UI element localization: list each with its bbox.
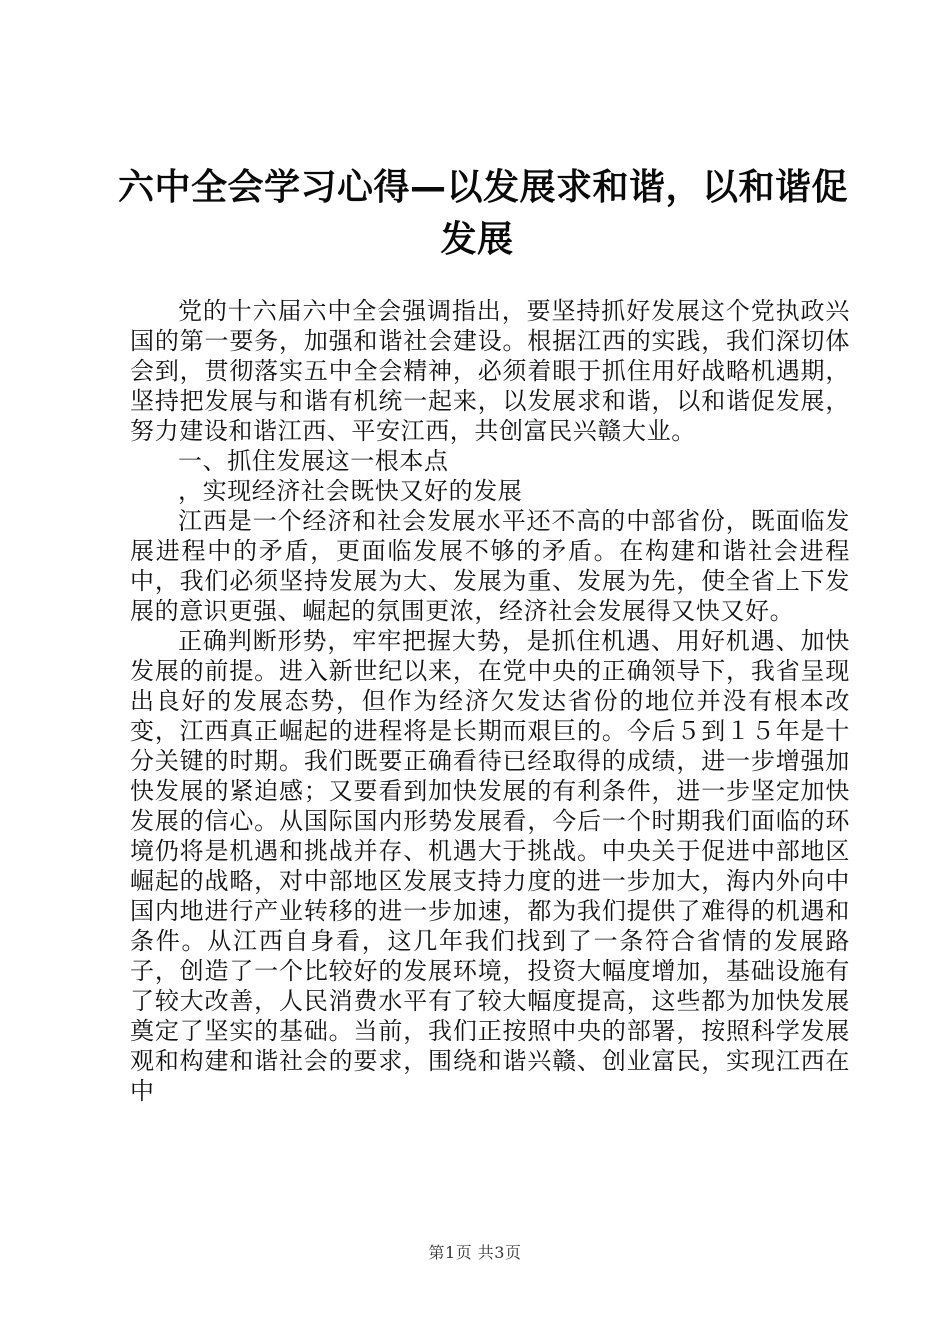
document-title [118, 162, 849, 266]
paragraph-jiangxi: 江西是一个经济和社会发展水平还不高的中部省份，既面临发展进程中的矛盾，更面临发展不够的矛盾。在构建和谐社会进程中，我们必须坚持发展为大、发展为重、发展为先，使全省上下发展的意识更强、崛起的氛围更浓，经济社会发展得又快又好。 [130, 507, 850, 625]
page-indicator: 第1页 共3页 [428, 1243, 522, 1262]
document-body [130, 296, 850, 1106]
section-heading-1-continuation: ，实现经济社会既快又好的发展 [178, 477, 523, 505]
section-heading-1: 一、抓住发展这一根本点 [178, 447, 449, 475]
paragraph-situation: 正确判断形势，牢牢把握大势，是抓住机遇、用好机遇、加快发展的前提。进入新世纪以来，在党中央的正确领导下，我省呈现出良好的发展态势，但作为经济欠发达省份的地位并没有根本改变，江西真正崛起的进程将是长期而艰巨的。今后５到１５年是十分关键的时期。我们既要正确看待已经取得的成绩，进一步增强加快发展的紧迫感；又要看到加快发展的有利条件，进一步坚定加快发展的信心。从国际国内形势发展看，今后一个时期我们面临的环境仍将是机遇和挑战并存、机遇大于挑战。中央关于促进中部地区崛起的战略，对中部地区发展支持力度的进一步加大，海内外向中国内地进行产业转移的进一步加速，都为我们提供了难得的机遇和条件。从江西自身看，这几年我们找到了一条符合省情的发展路子，创造了一个比较好的发展环境，投资大幅度增加，基础设施有了较大改善，人民消费水平有了较大幅度提高，这些都为加快发展奠定了坚实的基础。当前，我们正按照中央的部署，按照科学发展观和构建和谐社会的要求，围绕和谐兴赣、创业富民，实现江西在中 [130, 627, 850, 1105]
title-line-1: 六中全会学习心得—以发展求和谐，以和谐促 [118, 167, 849, 208]
title-line-2: 发展 [440, 219, 514, 260]
paragraph-intro: 党的十六届六中全会强调指出，要坚持抓好发展这个党执政兴国的第一要务，加强和谐社会建设。根据江西的实践，我们深切体会到，贯彻落实五中全会精神，必须着眼于抓住用好战略机遇期，坚持把发展与和谐有机统一起来，以发展求和谐，以和谐促发展，努力建设和谐江西、平安江西，共创富民兴赣大业。 [130, 297, 850, 445]
